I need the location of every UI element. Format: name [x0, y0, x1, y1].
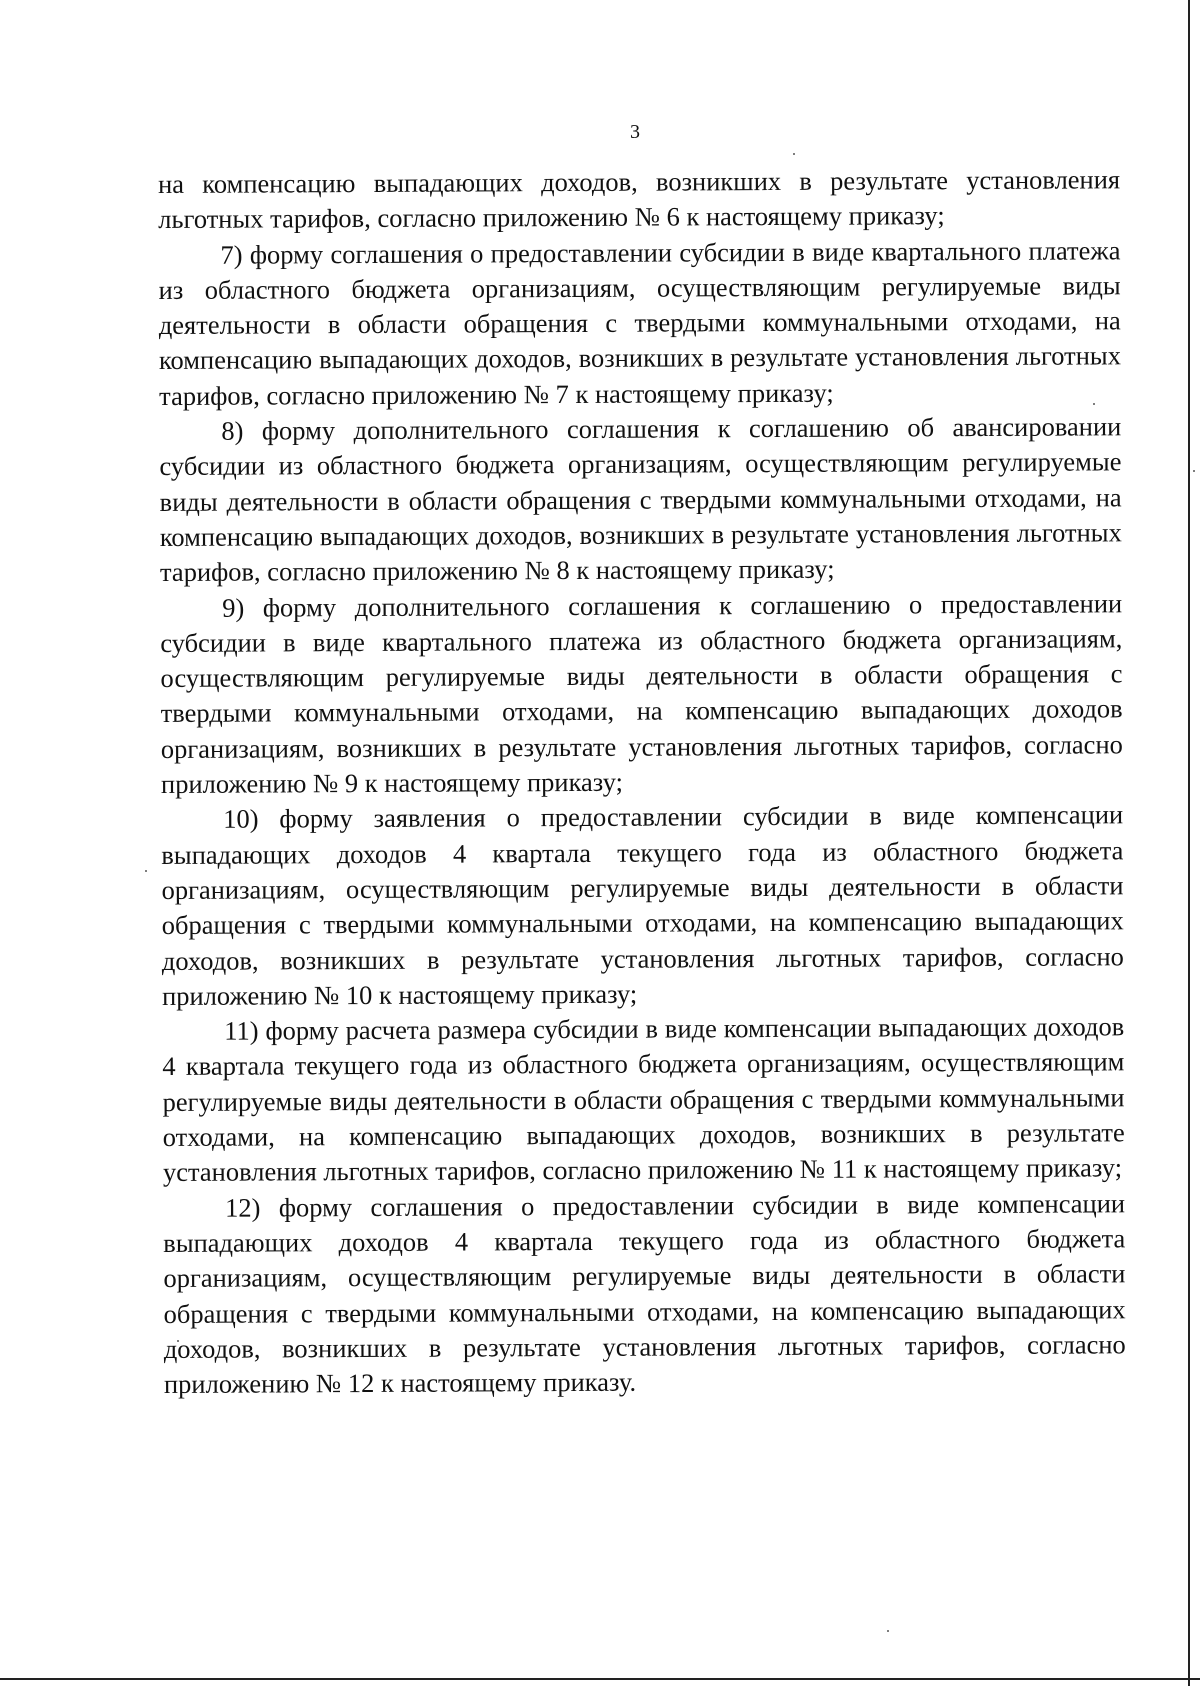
document-body — [158, 162, 1126, 1402]
paragraph-item-11: 11) форму расчета размера субсидии в виде компенсации выпадающих доходов 4 квартала текущего года из областного бюджета организациям, осуществляющим регулируемые виды деятельности в области обращения с твердыми коммунальными отходами, на компенсацию выпадающих доходов, возникших в результате установления льготных тарифов, согласно приложению № 11 к настоящему приказу; — [162, 1011, 1125, 1188]
scan-speck — [145, 870, 147, 872]
paragraph-item-7: 7) форму соглашения о предоставлении субсидии в виде квартального платежа из областного бюджета организациям, осуществляющим регулируемые виды деятельности в области обращения с твердыми коммунальными отходами, на компенсацию выпадающих доходов, возникших в результате установления льготных тарифов, согласно приложению № 7 к настоящему приказу; — [158, 234, 1122, 411]
scan-border-bottom — [0, 1678, 1200, 1680]
scan-border-right — [1188, 0, 1190, 1686]
paragraph-item-9: 9) форму дополнительного соглашения к соглашению о предоставлении субсидии в виде квартального платежа из областного бюджета организациям, осуществляющим регулируемые виды деятельности в области обращения с твердыми коммунальными отходами, на компенсацию выпадающих доходов организациям, возникших в результате установления льготных тарифов, согласно приложению № 9 к настоящему приказу; — [160, 587, 1123, 800]
scan-speck — [793, 153, 795, 155]
paragraph-item-8: 8) форму дополнительного соглашения к соглашению об авансировании субсидии из областного бюджета организациям, осуществляющим регулируемые виды деятельности в области обращения с твердыми коммунальными отходами, на компенсацию выпадающих доходов, возникших в результате установления льготных тарифов, согласно приложению № 8 к настоящему приказу; — [159, 411, 1122, 588]
paragraph-item-10: 10) форму заявления о предоставлении субсидии в виде компенсации выпадающих доходов 4 квартала текущего года из областного бюджета организациям, осуществляющим регулируемые виды деятельности в области обращения с твердыми коммунальными отходами, на компенсацию выпадающих доходов, возникших в результате установления льготных тарифов, согласно приложению № 10 к настоящему приказу; — [161, 799, 1124, 1011]
paragraph-item-12: 12) форму соглашения о предоставлении субсидии в виде компенсации выпадающих доходов 4 квартала текущего года из областного бюджета организациям, осуществляющим регулируемые виды деятельности в области обращения с твердыми коммунальными отходами, на компенсацию выпадающих доходов, возникших в результате установления льготных тарифов, согласно приложению № 12 к настоящему приказу. — [163, 1187, 1126, 1400]
paragraph-continuation: на компенсацию выпадающих доходов, возникших в результате установления льготных тарифов, согласно приложению № 6 к настоящему приказу; — [158, 164, 1121, 235]
scan-speck — [1193, 470, 1195, 472]
page-number: 3 — [630, 121, 640, 143]
scan-speck — [887, 1630, 889, 1632]
